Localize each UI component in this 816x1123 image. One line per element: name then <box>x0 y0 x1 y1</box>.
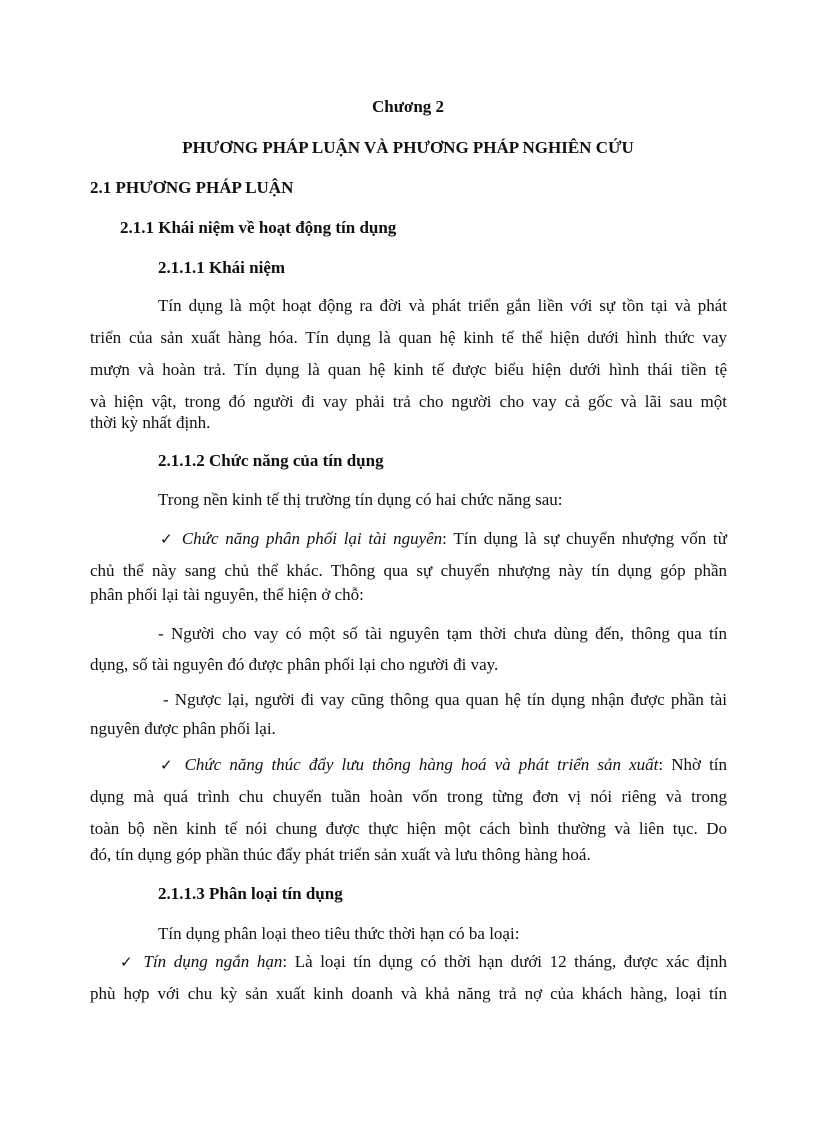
function-2-line-1 <box>160 755 727 775</box>
function-2-title: Chức năng thúc đẩy lưu thông hàng hoá và phát triển sản xuất <box>184 755 659 774</box>
term-short-line-2: phù hợp với chu kỳ sản xuất kinh doanh và khả năng trả nợ của khách hàng, loại tín <box>90 984 727 1003</box>
section-heading-2-1-1-2: 2.1.1.2 Chức năng của tín dụng <box>158 451 384 470</box>
paragraph-1-line-2: triển của sản xuất hàng hóa. Tín dụng là quan hệ kinh tế thể hiện dưới hình thức vay <box>90 328 727 347</box>
term-short-line-1 <box>120 952 727 972</box>
function-2-line-2: dụng mà quá trình chu chuyển tuần hoàn vốn trong từng đơn vị nói riêng và trong <box>90 787 727 806</box>
dash-item-1-line-2: dụng, số tài nguyên đó được phân phối lại cho người đi vay. <box>90 655 499 674</box>
function-1-title: Chức năng phân phối lại tài nguyên <box>181 529 443 548</box>
paragraph-2: Trong nền kinh tế thị trường tín dụng có hai chức năng sau: <box>158 490 563 509</box>
function-1-line-2: chủ thể này sang chủ thể khác. Thông qua sự chuyển nhượng này tín dụng góp phần <box>90 561 727 580</box>
term-short-title: Tín dụng ngắn hạn <box>143 952 283 971</box>
dash-item-1-line-1: - Người cho vay có một số tài nguyên tạm thời chưa dùng đến, thông qua tín <box>158 624 727 643</box>
function-1-line-1 <box>160 529 727 549</box>
paragraph-1-line-1: Tín dụng là một hoạt động ra đời và phát triển gắn liền với sự tồn tại và phát <box>158 296 727 315</box>
function-2-line-4: đó, tín dụng góp phần thúc đẩy phát triển sản xuất và lưu thông hàng hoá. <box>90 845 591 864</box>
paragraph-1-line-3: mượn và hoàn trả. Tín dụng là quan hệ kinh tế được biểu hiện dưới hình thái tiền tệ <box>90 360 727 379</box>
section-heading-2-1-1-1: 2.1.1.1 Khái niệm <box>158 258 286 277</box>
chapter-label: Chương 2 <box>371 97 445 116</box>
dash-item-2-line-1: - Ngược lại, người đi vay cũng thông qua quan hệ tín dụng nhận được phần tài <box>163 690 727 709</box>
function-1-text: : Tín dụng là sự chuyển nhượng vốn từ <box>442 529 727 548</box>
section-heading-2-1: 2.1 PHƯƠNG PHÁP LUẬN <box>90 178 294 197</box>
function-2-line-3: toàn bộ nền kinh tế nói chung được thực hiện một cách bình thường và liên tục. Do <box>90 819 727 838</box>
checkmark-icon: ✓ <box>160 756 177 774</box>
function-1-line-3: phân phối lại tài nguyên, thể hiện ở chỗ: <box>90 585 364 604</box>
paragraph-1-line-5: thời kỳ nhất định. <box>90 413 211 432</box>
dash-item-2-line-2: nguyên được phân phối lại. <box>90 719 276 738</box>
checkmark-icon: ✓ <box>120 953 136 971</box>
section-heading-2-1-1: 2.1.1 Khái niệm về hoạt động tín dụng <box>120 218 397 237</box>
chapter-title: PHƯƠNG PHÁP LUẬN VÀ PHƯƠNG PHÁP NGHIÊN CỨU <box>182 138 634 157</box>
checkmark-icon: ✓ <box>160 530 176 548</box>
paragraph-1-line-4: và hiện vật, trong đó người đi vay phải trả cho người cho vay cả gốc và lãi sau một <box>90 392 727 411</box>
term-short-text: : Là loại tín dụng có thời hạn dưới 12 tháng, được xác định <box>282 952 727 971</box>
section-heading-2-1-1-3: 2.1.1.3 Phân loại tín dụng <box>158 884 343 903</box>
paragraph-3: Tín dụng phân loại theo tiêu thức thời hạn có ba loại: <box>158 924 520 943</box>
function-2-text: : Nhờ tín <box>658 755 728 774</box>
